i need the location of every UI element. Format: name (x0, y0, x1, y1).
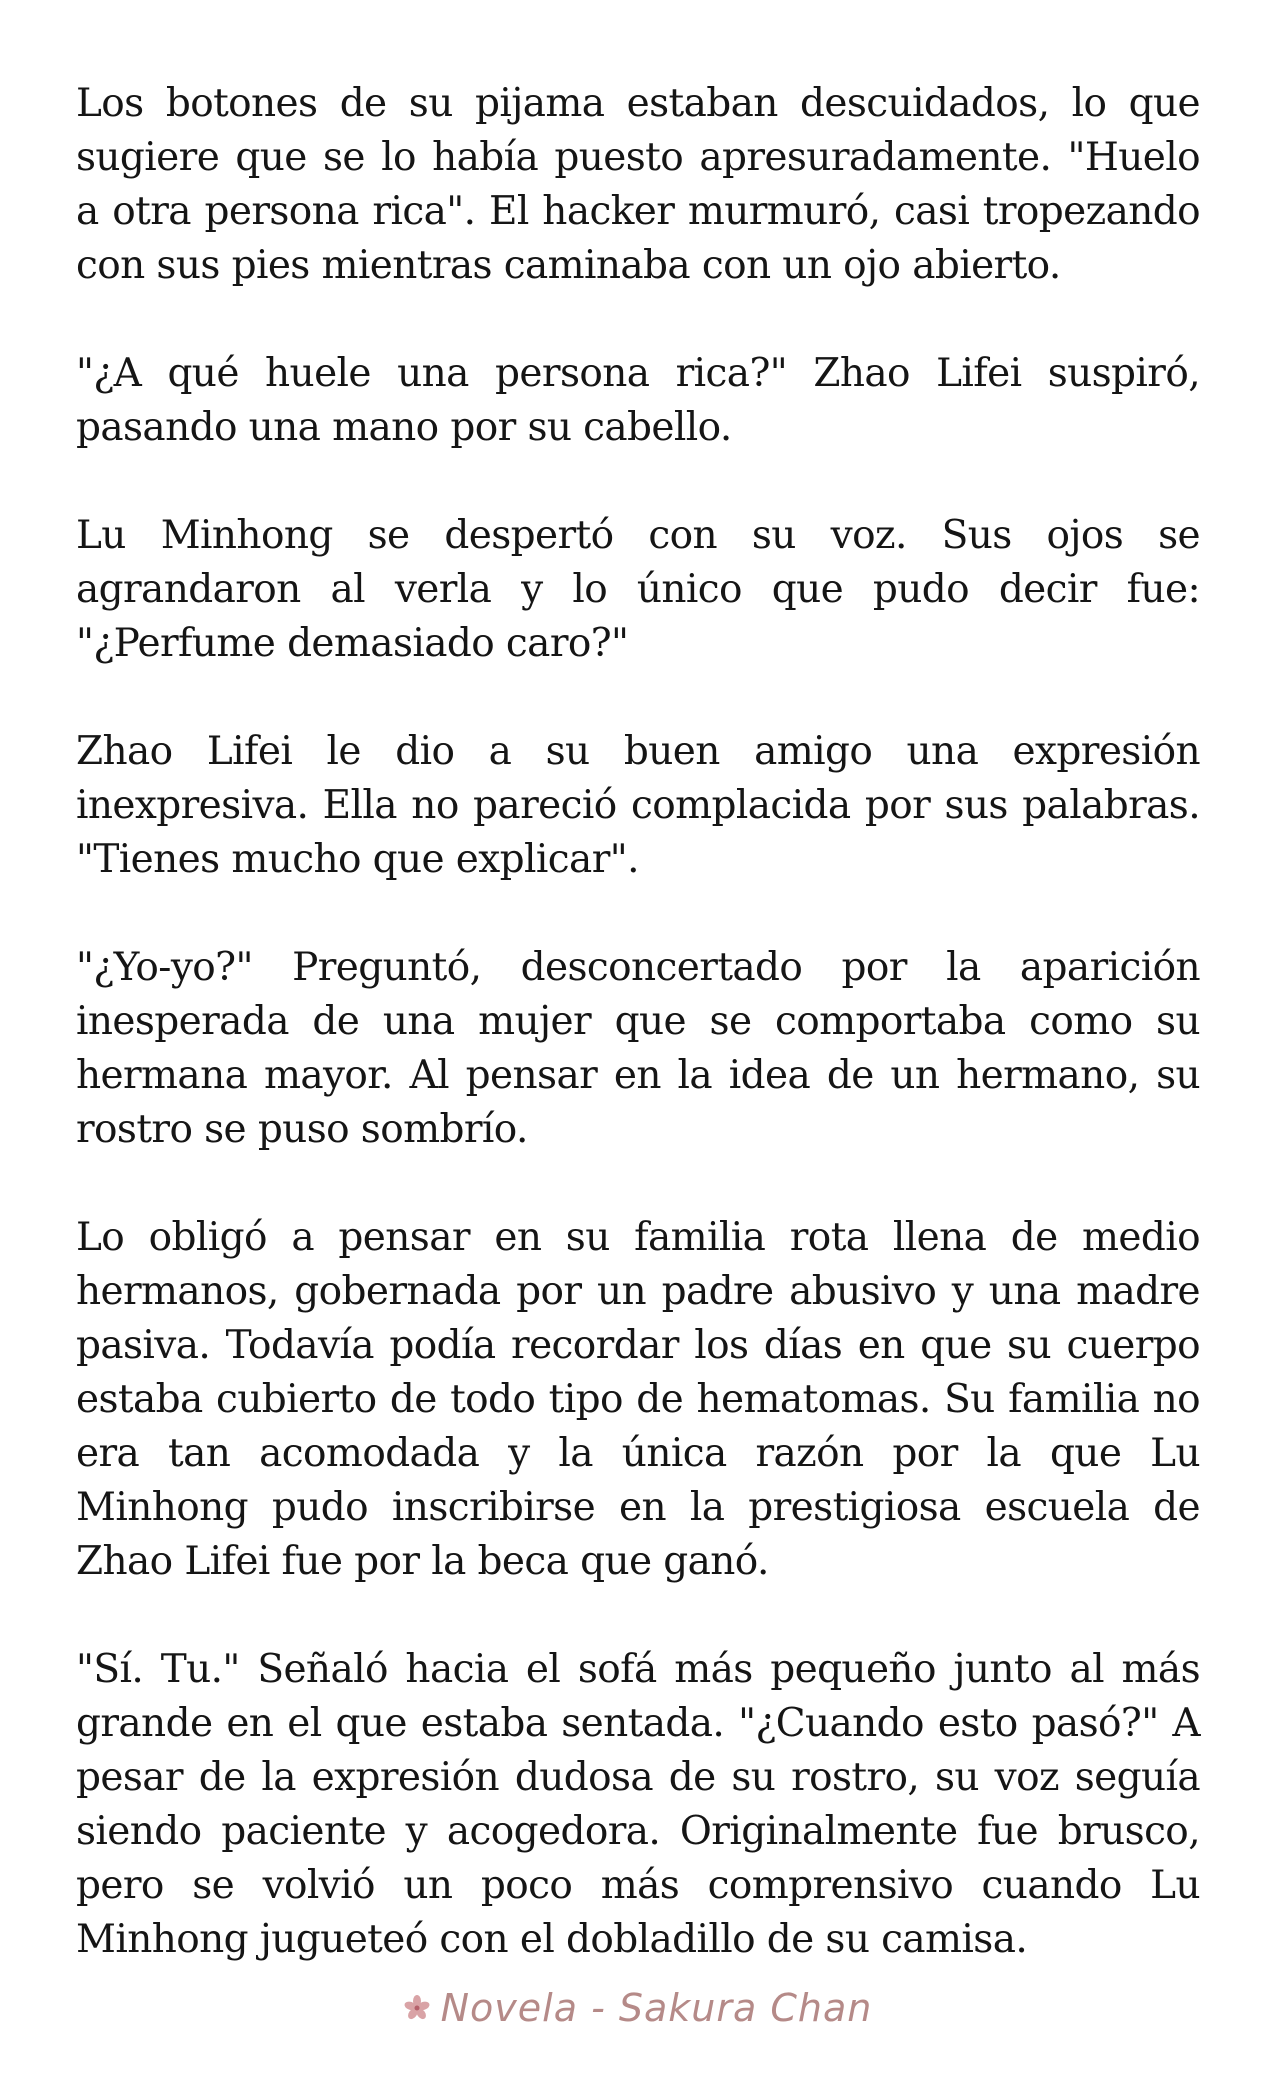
paragraph-4: Zhao Lifei le dio a su buen amigo una expresión inexpresiva. Ella no pareció complacida por sus palabras. "Tienes mucho que explicar". (76, 729, 1200, 882)
paragraph-7: "Sí. Tu." Señaló hacia el sofá más pequeño junto al más grande en el que estaba sentada. "¿Cuando esto pasó?" A pesar de la expresión dudosa de su rostro, su voz seguía siendo paciente y acogedora. Originalmente fue brusco, pero se volvió un poco más comprensivo cuando Lu Minhong jugueteó con el dobladillo de su camisa. (76, 1647, 1200, 1962)
paragraph-5: "¿Yo-yo?" Preguntó, desconcertado por la aparición inesperada de una mujer que se comportaba como su hermana mayor. Al pensar en la idea de un hermano, su rostro se puso sombrío. (76, 945, 1200, 1152)
paragraph-6: Lo obligó a pensar en su familia rota llena de medio hermanos, gobernada por un padre abusivo y una madre pasiva. Todavía podía recordar los días en que su cuerpo estaba cubierto de todo tipo de hematomas. Su familia no era tan acomodada y la única razón por la que Lu Minhong pudo inscribirse en la prestigiosa escuela de Zhao Lifei fue por la beca que ganó. (76, 1215, 1200, 1584)
document-body (76, 77, 1200, 1967)
watermark-text: Novela - Sakura Chan (440, 1986, 873, 2030)
watermark (0, 1978, 1275, 2038)
paragraph-2: "¿A qué huele una persona rica?" Zhao Lifei suspiró, pasando una mano por su cabello. (76, 351, 1200, 450)
paragraph-1: Los botones de su pijama estaban descuidados, lo que sugiere que se lo había puesto apresuradamente. "Huelo a otra persona rica". El hacker murmuró, casi tropezando con sus pies mientras caminaba con un ojo abierto. (76, 81, 1200, 288)
sakura-flower-icon (403, 1994, 431, 2022)
paragraph-3: Lu Minhong se despertó con su voz. Sus ojos se agrandaron al verla y lo único que pudo decir fue: "¿Perfume demasiado caro?" (76, 513, 1200, 666)
